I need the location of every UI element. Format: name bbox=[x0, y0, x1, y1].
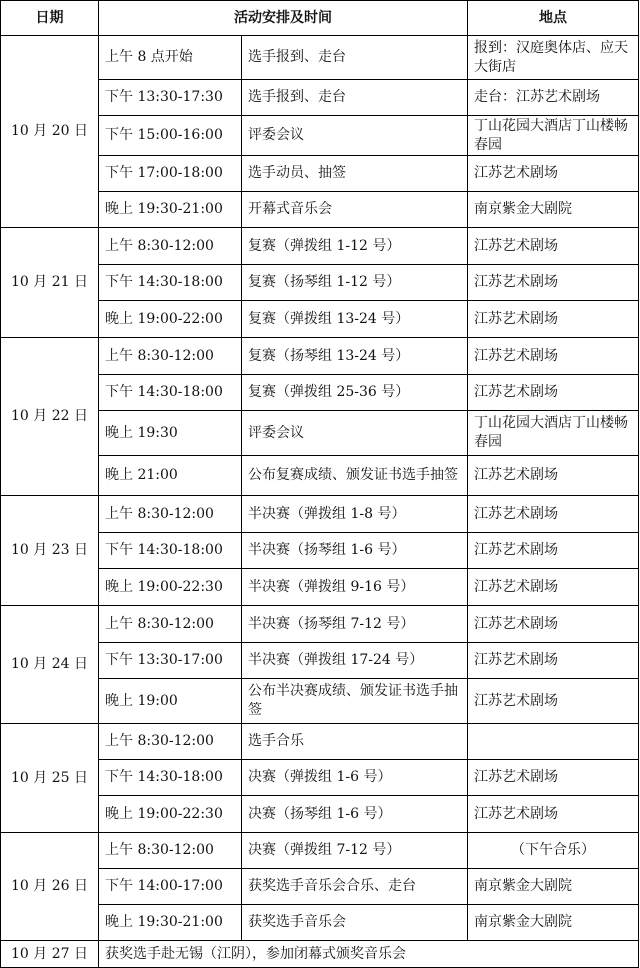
day-date-cell: 10 月 23 日 bbox=[1, 496, 99, 606]
location-cell: 南京紫金大剧院 bbox=[468, 905, 639, 941]
header-location: 地点 bbox=[468, 1, 639, 36]
activity-cell: 决赛（弹拨组 7-12 号） bbox=[242, 833, 468, 869]
location-cell: 南京紫金大剧院 bbox=[468, 869, 639, 905]
time-cell: 晚上 19:30-21:00 bbox=[99, 192, 242, 228]
activity-cell: 半决赛（弹拨组 17-24 号） bbox=[242, 643, 468, 679]
activity-cell: 决赛（弹拨组 1-6 号） bbox=[242, 760, 468, 796]
time-cell: 晚上 19:30-21:00 bbox=[99, 905, 242, 941]
location-cell: 江苏艺术剧场 bbox=[468, 760, 639, 796]
time-cell: 上午 8:30-12:00 bbox=[99, 724, 242, 760]
activity-cell: 评委会议 bbox=[242, 116, 468, 156]
location-cell: 江苏艺术剧场 bbox=[468, 796, 639, 833]
time-cell: 下午 14:30-18:00 bbox=[99, 375, 242, 411]
activity-cell: 复赛（弹拨组 25-36 号） bbox=[242, 375, 468, 411]
table-row bbox=[1, 338, 639, 375]
location-cell: 江苏艺术剧场 bbox=[468, 569, 639, 606]
location-cell: 南京紫金大剧院 bbox=[468, 192, 639, 228]
time-cell: 上午 8:30-12:00 bbox=[99, 228, 242, 265]
activity-cell: 公布半决赛成绩、颁发证书选手抽签 bbox=[242, 679, 468, 724]
table-row bbox=[1, 833, 639, 869]
activity-cell: 选手合乐 bbox=[242, 724, 468, 760]
activity-cell: 复赛（弹拨组 1-12 号） bbox=[242, 228, 468, 265]
day-date-cell: 10 月 27 日 bbox=[1, 941, 99, 968]
location-cell: 江苏艺术剧场 bbox=[468, 643, 639, 679]
activity-cell: 选手报到、走台 bbox=[242, 80, 468, 116]
day-date-cell: 10 月 21 日 bbox=[1, 228, 99, 338]
day-date-cell: 10 月 22 日 bbox=[1, 338, 99, 496]
final-day-activity: 获奖选手赴无锡（江阴），参加闭幕式颁奖音乐会 bbox=[99, 941, 639, 968]
location-cell: 江苏艺术剧场 bbox=[468, 456, 639, 496]
time-cell: 晚上 19:00-22:30 bbox=[99, 796, 242, 833]
table-row bbox=[1, 496, 639, 533]
location-cell: 江苏艺术剧场 bbox=[468, 228, 639, 265]
table-row bbox=[1, 941, 639, 968]
time-cell: 晚上 19:30 bbox=[99, 411, 242, 456]
schedule-body bbox=[1, 36, 639, 968]
time-cell: 下午 14:00-17:00 bbox=[99, 869, 242, 905]
location-cell: 报到：汉庭奥体店、应天大街店 bbox=[468, 36, 639, 80]
time-cell: 上午 8:30-12:00 bbox=[99, 496, 242, 533]
day-date-cell: 10 月 25 日 bbox=[1, 724, 99, 833]
table-row bbox=[1, 228, 639, 265]
header-date: 日期 bbox=[1, 1, 99, 36]
time-cell: 上午 8 点开始 bbox=[99, 36, 242, 80]
activity-cell: 复赛（扬琴组 1-12 号） bbox=[242, 265, 468, 301]
time-cell: 下午 14:30-18:00 bbox=[99, 265, 242, 301]
time-cell: 下午 13:30-17:00 bbox=[99, 643, 242, 679]
activity-cell: 半决赛（扬琴组 7-12 号） bbox=[242, 606, 468, 643]
location-cell: 江苏艺术剧场 bbox=[468, 375, 639, 411]
location-cell: 江苏艺术剧场 bbox=[468, 679, 639, 724]
location-cell: （下午合乐） bbox=[468, 833, 639, 869]
day-date-cell: 10 月 24 日 bbox=[1, 606, 99, 724]
location-cell: 丁山花园大酒店丁山楼畅春园 bbox=[468, 411, 639, 456]
header-activity: 活动安排及时间 bbox=[99, 1, 468, 36]
activity-cell: 复赛（扬琴组 13-24 号） bbox=[242, 338, 468, 375]
table-row bbox=[1, 606, 639, 643]
table-row bbox=[1, 36, 639, 80]
day-date-cell: 10 月 20 日 bbox=[1, 36, 99, 228]
day-date-cell: 10 月 26 日 bbox=[1, 833, 99, 941]
time-cell: 晚上 19:00-22:00 bbox=[99, 301, 242, 338]
time-cell: 下午 14:30-18:00 bbox=[99, 533, 242, 569]
time-cell: 下午 13:30-17:30 bbox=[99, 80, 242, 116]
time-cell: 晚上 19:00 bbox=[99, 679, 242, 724]
time-cell: 上午 8:30-12:00 bbox=[99, 833, 242, 869]
location-cell: 丁山花园大酒店丁山楼畅春园 bbox=[468, 116, 639, 156]
location-cell: 江苏艺术剧场 bbox=[468, 338, 639, 375]
time-cell: 晚上 19:00-22:30 bbox=[99, 569, 242, 606]
activity-cell: 评委会议 bbox=[242, 411, 468, 456]
location-cell: 江苏艺术剧场 bbox=[468, 265, 639, 301]
activity-cell: 决赛（扬琴组 1-6 号） bbox=[242, 796, 468, 833]
location-cell: 江苏艺术剧场 bbox=[468, 301, 639, 338]
activity-cell: 选手动员、抽签 bbox=[242, 156, 468, 192]
time-cell: 上午 8:30-12:00 bbox=[99, 338, 242, 375]
activity-cell: 半决赛（扬琴组 1-6 号） bbox=[242, 533, 468, 569]
location-cell: 江苏艺术剧场 bbox=[468, 496, 639, 533]
table-row bbox=[1, 724, 639, 760]
activity-cell: 半决赛（弹拨组 9-16 号） bbox=[242, 569, 468, 606]
activity-cell: 开幕式音乐会 bbox=[242, 192, 468, 228]
time-cell: 下午 17:00-18:00 bbox=[99, 156, 242, 192]
time-cell: 晚上 21:00 bbox=[99, 456, 242, 496]
header-row bbox=[1, 1, 639, 36]
location-cell bbox=[468, 724, 639, 760]
location-cell: 走台：江苏艺术剧场 bbox=[468, 80, 639, 116]
time-cell: 上午 8:30-12:00 bbox=[99, 606, 242, 643]
location-cell: 江苏艺术剧场 bbox=[468, 156, 639, 192]
activity-cell: 获奖选手音乐会 bbox=[242, 905, 468, 941]
activity-cell: 复赛（弹拨组 13-24 号） bbox=[242, 301, 468, 338]
activity-cell: 公布复赛成绩、颁发证书选手抽签 bbox=[242, 456, 468, 496]
location-cell: 江苏艺术剧场 bbox=[468, 606, 639, 643]
time-cell: 下午 15:00-16:00 bbox=[99, 116, 242, 156]
time-cell: 下午 14:30-18:00 bbox=[99, 760, 242, 796]
activity-cell: 获奖选手音乐会合乐、走台 bbox=[242, 869, 468, 905]
activity-cell: 选手报到、走台 bbox=[242, 36, 468, 80]
location-cell: 江苏艺术剧场 bbox=[468, 533, 639, 569]
activity-cell: 半决赛（弹拨组 1-8 号） bbox=[242, 496, 468, 533]
